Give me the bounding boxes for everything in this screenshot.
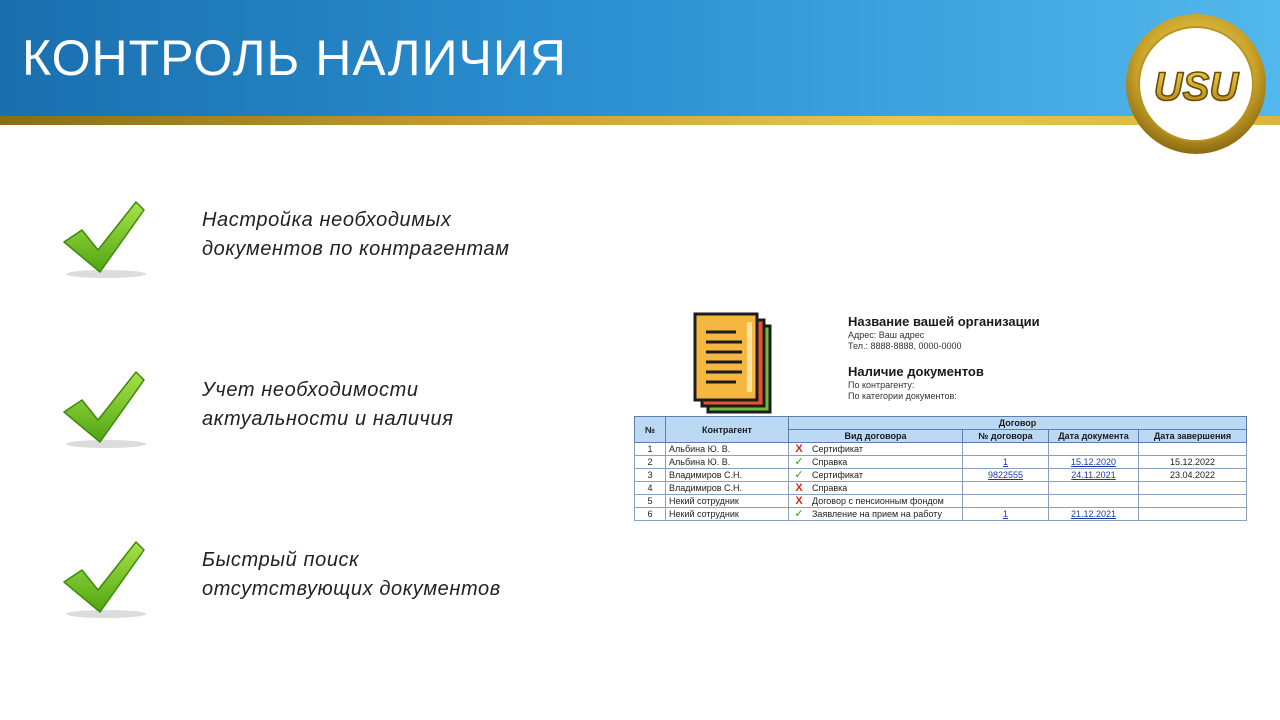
org-phone: Тел.: 8888-8888, 0000-0000 xyxy=(848,341,962,351)
feature-line: документов по контрагентам xyxy=(202,238,510,260)
feature-text xyxy=(202,376,622,434)
report-title: Наличие документов xyxy=(848,364,984,379)
row-contract-num[interactable]: 1 xyxy=(963,508,1049,521)
column-header-contract-num: № договора xyxy=(963,430,1049,443)
present-icon: ✓ xyxy=(794,508,804,520)
feature-line: актуальности и наличия xyxy=(202,408,454,430)
missing-icon: X xyxy=(795,443,803,455)
row-doc-date xyxy=(1049,495,1139,508)
column-header-num: № xyxy=(635,417,666,443)
row-num: 3 xyxy=(635,469,666,482)
column-header-end-date: Дата завершения xyxy=(1139,430,1247,443)
check-icon xyxy=(60,368,152,452)
row-doc-date[interactable]: 24.11.2021 xyxy=(1049,469,1139,482)
logo-text: USU xyxy=(1153,65,1239,109)
row-num: 1 xyxy=(635,443,666,456)
row-contract-num xyxy=(963,482,1049,495)
usu-logo xyxy=(1124,12,1268,156)
missing-icon: X xyxy=(795,482,803,494)
row-counterparty: Некий сотрудник xyxy=(666,495,789,508)
column-header-counterparty: Контрагент xyxy=(666,417,789,443)
row-counterparty: Владимиров С.Н. xyxy=(666,482,789,495)
row-num: 6 xyxy=(635,508,666,521)
row-doc-date[interactable]: 15.12.2020 xyxy=(1049,456,1139,469)
table-row xyxy=(635,456,1247,469)
row-type: Договор с пенсионным фондом xyxy=(812,496,944,506)
filter-category: По категории документов: xyxy=(848,391,957,401)
present-icon: ✓ xyxy=(794,456,804,468)
row-doc-date xyxy=(1049,482,1139,495)
row-end-date xyxy=(1139,508,1247,521)
row-contract-num xyxy=(963,495,1049,508)
row-type-cell xyxy=(789,456,963,469)
table-row xyxy=(635,443,1247,456)
row-contract-num[interactable]: 1 xyxy=(963,456,1049,469)
missing-icon: X xyxy=(795,495,803,507)
row-type-cell xyxy=(789,495,963,508)
feature-item-1 xyxy=(60,198,620,288)
row-doc-date xyxy=(1049,443,1139,456)
row-type-cell xyxy=(789,482,963,495)
row-type: Заявление на прием на работу xyxy=(812,509,942,519)
feature-text xyxy=(202,206,622,264)
row-type-cell xyxy=(789,508,963,521)
row-end-date xyxy=(1139,482,1247,495)
row-counterparty: Владимиров С.Н. xyxy=(666,469,789,482)
feature-item-2 xyxy=(60,368,620,458)
feature-line: Быстрый поиск xyxy=(202,549,360,571)
row-contract-num xyxy=(963,443,1049,456)
row-doc-date[interactable]: 21.12.2021 xyxy=(1049,508,1139,521)
feature-text xyxy=(202,546,622,604)
row-end-date: 15.12.2022 xyxy=(1139,456,1247,469)
feature-line: отсутствующих документов xyxy=(202,578,501,600)
row-contract-num[interactable]: 9822555 xyxy=(963,469,1049,482)
feature-item-3 xyxy=(60,538,620,628)
row-end-date xyxy=(1139,495,1247,508)
check-icon xyxy=(60,538,152,622)
row-type: Справка xyxy=(812,457,848,467)
documents-table xyxy=(634,416,1247,521)
table-row xyxy=(635,508,1247,521)
row-counterparty: Некий сотрудник xyxy=(666,508,789,521)
row-type-cell xyxy=(789,469,963,482)
row-counterparty: Альбина Ю. В. xyxy=(666,443,789,456)
row-end-date xyxy=(1139,443,1247,456)
documents-icon xyxy=(692,312,774,416)
column-header-doc-date: Дата документа xyxy=(1049,430,1139,443)
feature-line: Настройка необходимых xyxy=(202,209,452,231)
row-num: 5 xyxy=(635,495,666,508)
row-type: Сертификат xyxy=(812,444,863,454)
feature-line: Учет необходимости xyxy=(202,379,419,401)
row-type-cell xyxy=(789,443,963,456)
filter-counterparty: По контрагенту: xyxy=(848,380,915,390)
column-header-type: Вид договора xyxy=(789,430,963,443)
report-header xyxy=(848,313,1248,402)
header-divider xyxy=(0,116,1280,125)
org-name: Название вашей организации xyxy=(848,314,1040,329)
page-title: КОНТРОЛЬ НАЛИЧИЯ xyxy=(22,30,567,86)
row-num: 4 xyxy=(635,482,666,495)
row-counterparty: Альбина Ю. В. xyxy=(666,456,789,469)
row-end-date: 23.04.2022 xyxy=(1139,469,1247,482)
table-row xyxy=(635,482,1247,495)
table-row xyxy=(635,495,1247,508)
row-type: Справка xyxy=(812,483,848,493)
row-num: 2 xyxy=(635,456,666,469)
column-group-contract: Договор xyxy=(789,417,1247,430)
row-type: Сертификат xyxy=(812,470,863,480)
present-icon: ✓ xyxy=(794,469,804,481)
header-banner xyxy=(0,0,1280,116)
org-address: Адрес: Ваш адрес xyxy=(848,330,925,340)
check-icon xyxy=(60,198,152,282)
table-row xyxy=(635,469,1247,482)
